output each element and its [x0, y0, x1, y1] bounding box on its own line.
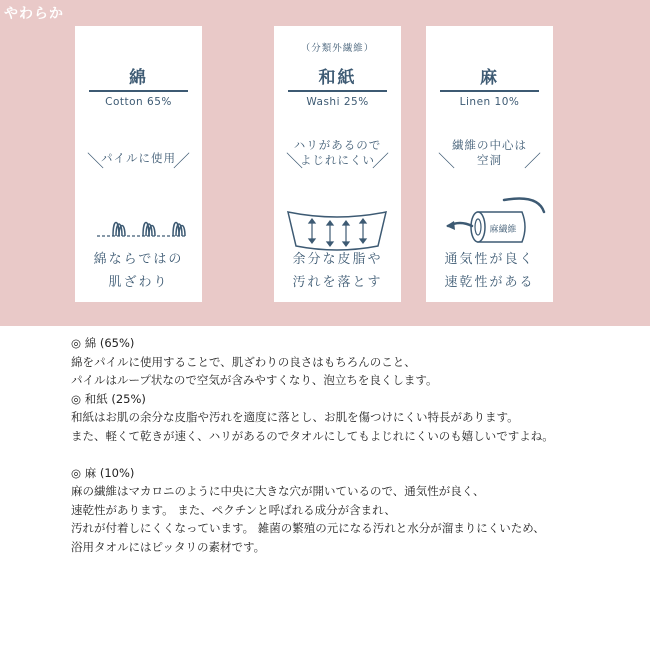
linen-name: 麻: [480, 68, 499, 88]
linen-percent: Linen 10%: [459, 96, 520, 108]
washi-divider: [288, 90, 387, 92]
left-slash-icon: ＼: [87, 152, 104, 172]
washi-text: また、軽くて乾きが速く、ハリがあるのでタオルにしてもよじれにくいのも嬉しいですよね。: [71, 428, 554, 443]
cotton-divider: [89, 90, 188, 92]
right-slash-icon: ／: [372, 152, 389, 172]
cotton-text: 綿をパイルに使用することで、肌ざわりの良さはもちろんのこと、: [71, 354, 416, 369]
right-slash-icon: ／: [524, 152, 541, 172]
left-slash-icon: ＼: [438, 152, 455, 172]
linen-benefit-line: 速乾性がある: [444, 275, 535, 290]
linen-feature-line: 空洞: [477, 153, 502, 167]
washi-card: [274, 26, 401, 302]
cotton-feature-line: パイルに使用: [101, 151, 176, 165]
washi-category-note: （分類外繊維）: [300, 43, 375, 54]
linen-benefit-line: 通気性が良く: [444, 252, 535, 267]
washi-feature-line: ハリがあるので: [293, 138, 382, 152]
linen-card: [426, 26, 553, 302]
washi-feature-line: よじれにくい: [300, 153, 375, 167]
left-slash-icon: ＼: [286, 152, 303, 172]
cotton-card: [75, 26, 202, 302]
linen-text: 麻の繊維はマカロニのように中央に大きな穴が開いているので、通気性が良く、: [71, 484, 485, 498]
washi-benefit: [274, 248, 401, 294]
cotton-name: 綿: [129, 68, 148, 88]
hollow-fiber-icon: [426, 176, 553, 256]
cotton-percent: Cotton 65%: [105, 96, 172, 108]
cotton-text: パイルはループ状なので空気が含みやすくなり、泡立ちを良くします。: [71, 373, 438, 387]
right-slash-icon: ／: [173, 152, 190, 172]
cotton-benefit-line: 綿ならではの: [93, 252, 184, 267]
pile-loops-icon: [75, 176, 202, 256]
linen-heading: ◎ 麻 (10%): [71, 465, 135, 480]
linen-feature-line: 繊維の中心は: [452, 138, 527, 152]
cotton-benefit-line: 肌ざわり: [108, 275, 169, 290]
linen-fiber-label: 麻繊維: [489, 225, 517, 235]
washi-name: 和紙: [318, 68, 357, 88]
stiff-sheet-icon: [274, 176, 401, 256]
material-description: [71, 334, 631, 556]
cotton-heading: ◎ 綿 (65%): [71, 336, 135, 350]
linen-text: 汚れが付着しにくくなっています。 雑菌の繁殖の元になる汚れと水分が溜まりにくいため、: [71, 521, 545, 535]
washi-benefit-line: 余分な皮脂や: [292, 252, 383, 267]
cotton-benefit: [75, 248, 202, 294]
linen-divider: [440, 90, 539, 92]
washi-benefit-line: 汚れを落とす: [292, 275, 383, 290]
linen-text: 速乾性があります。 また、ペクチンと呼ばれる成分が含まれ、: [71, 502, 396, 517]
washi-heading: ◎ 和紙 (25%): [71, 391, 146, 406]
washi-percent: Washi 25%: [306, 96, 369, 108]
softness-tag: やわらか: [4, 6, 64, 22]
linen-benefit: [426, 248, 553, 294]
linen-text: 浴用タオルにはピッタリの素材です。: [71, 539, 266, 554]
paragraph-gap: [71, 445, 631, 464]
washi-text: 和紙はお肌の余分な皮脂や汚れを適度に落とし、お肌を傷つけにくい特長があります。: [71, 410, 519, 424]
